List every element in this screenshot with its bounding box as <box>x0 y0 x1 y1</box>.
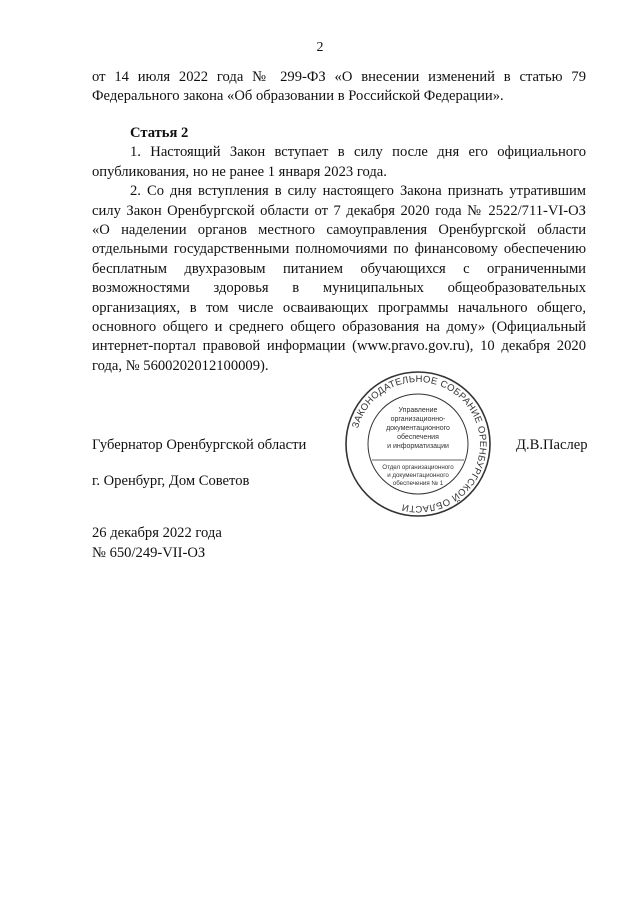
seal-bottom-line: обеспечения № 1 <box>392 480 444 487</box>
page-number: 2 <box>316 40 324 55</box>
seal-inner-line: документационного <box>386 425 450 432</box>
article-paragraph-2: 2. Со дня вступления в силу настоящего Закона признать утратившим силу Закон Оренбургской области от 7 декабря 2020 года № 2522/711-VI-ОЗ «О наделении органов местного самоуправления Оренбургской области отдельными государственными полномочиями по финансовому обеспечению бесплатным двухразовым питанием обучающихся с ограниченными возможностями здоровья в муниципальных общеобразовательных организациях, в том числе осваивающих программы начального общего, основного общего и среднего общего образования на дому» (Официальный интернет-портал правовой информации (www.pravo.gov.ru), 10 декабря 2020 года, № 5600202012100009). <box>92 183 586 374</box>
seal-inner-line: и информатизации <box>387 443 449 450</box>
seal-bottom-line: и документационного <box>387 472 449 479</box>
seal-bottom-line: Отдел организационного <box>382 464 454 471</box>
place-of-signing: г. Оренбург, Дом Советов <box>92 473 250 489</box>
signatory-title: Губернатор Оренбургской области <box>92 437 307 453</box>
law-number: № 650/249-VII-ОЗ <box>92 545 206 561</box>
article-heading: Статья 2 <box>130 125 189 141</box>
article-paragraph-1: 1. Настоящий Закон вступает в силу после дня его официального опубликования, но не ранее 1 января 2023 года. <box>92 144 586 180</box>
seal-inner-line: обеспечения <box>397 434 439 441</box>
signatory-name: Д.В.Паслер <box>516 437 588 453</box>
seal-inner-line: Управление <box>398 407 438 414</box>
official-seal <box>344 370 492 518</box>
intro-paragraph <box>92 68 586 107</box>
seal-inner-line: организационно- <box>390 416 446 423</box>
article-2 <box>92 124 586 376</box>
intro-text: от 14 июля 2022 года № 299-ФЗ «О внесении изменений в статью 79 Федерального закона «Об образовании в Российской Федерации». <box>92 69 586 105</box>
seal-outer-text: ЗАКОНОДАТЕЛЬНОЕ СОБРАНИЕ ОРЕНБУРГСКОЙ ОБЛАСТИ <box>350 373 489 515</box>
signing-date: 26 декабря 2022 года <box>92 525 222 541</box>
